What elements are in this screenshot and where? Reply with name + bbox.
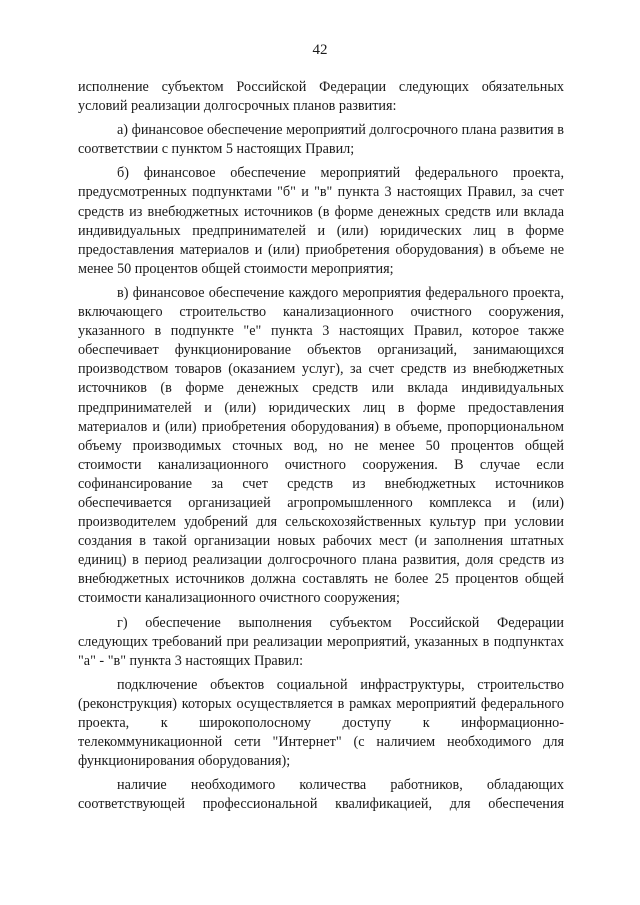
paragraph-item-b: б) финансовое обеспечение мероприятий федерального проекта, предусмотренных подпунктами "б" и "в" пункта 3 настоящих Правил, за счет средств из внебюджетных источников (в форме денежных средств или вклада индивидуальных предпринимателей и (или) юридических лиц в форме предоставления материалов и (или) приобретения оборудования) в объеме не менее 50 процентов общей стоимости мероприятия; — [78, 165, 564, 277]
paragraph-item-a: а) финансовое обеспечение мероприятий долгосрочного плана развития в соответствии с пунктом 5 настоящих Правил; — [78, 122, 564, 158]
paragraph-intro: исполнение субъектом Российской Федерации следующих обязательных условий реализации долгосрочных планов развития: — [78, 79, 564, 115]
paragraph-item-g: г) обеспечение выполнения субъектом Российской Федерации следующих требований при реализации мероприятий, указанных в подпунктах "а" - "в" пункта 3 настоящих Правил: — [78, 614, 564, 669]
page-number: 42 — [312, 42, 328, 58]
paragraph-staff-requirement: наличие необходимого количества работников, обладающих соответствующей профессиональной квалификацией, для обеспечения — [78, 777, 564, 813]
document-body — [78, 78, 564, 814]
paragraph-internet-connection: подключение объектов социальной инфраструктуры, строительство (реконструкция) которых осуществляется в рамках мероприятий федерального проекта, к широкополосному доступу к информационно-телекоммуникационной сети "Интернет" (с наличием необходимого для функционирования оборудования); — [78, 676, 564, 770]
paragraph-item-v: в) финансовое обеспечение каждого мероприятия федерального проекта, включающего строительство канализационного очистного сооружения, указанного в подпункте "е" пункта 3 настоящих Правил, которое также обеспечивает функционирование объектов организаций, занимающихся производством товаров (оказанием услуг), за счет средств из внебюджетных источников (в форме денежных средств или вклада индивидуальных предпринимателей и (или) юридических лиц в форме предоставления материалов и (или) приобретения оборудования) в объеме, пропорциональном объему производимых сточных вод, но не менее 50 процентов общей стоимости канализационного очистного сооружения. В случае если софинансирование за счет средств из внебюджетных источников обеспечивается организацией агропромышленного комплекса и (или) производителем удобрений для сельскохозяйственных культур при условии создания в такой организации новых рабочих мест (и заполнения штатных единиц) в период реализации долгосрочного плана развития, доля средств из внебюджетных источников должна составлять не более 25 процентов общей стоимости канализационного очистного сооружения; — [78, 284, 564, 607]
